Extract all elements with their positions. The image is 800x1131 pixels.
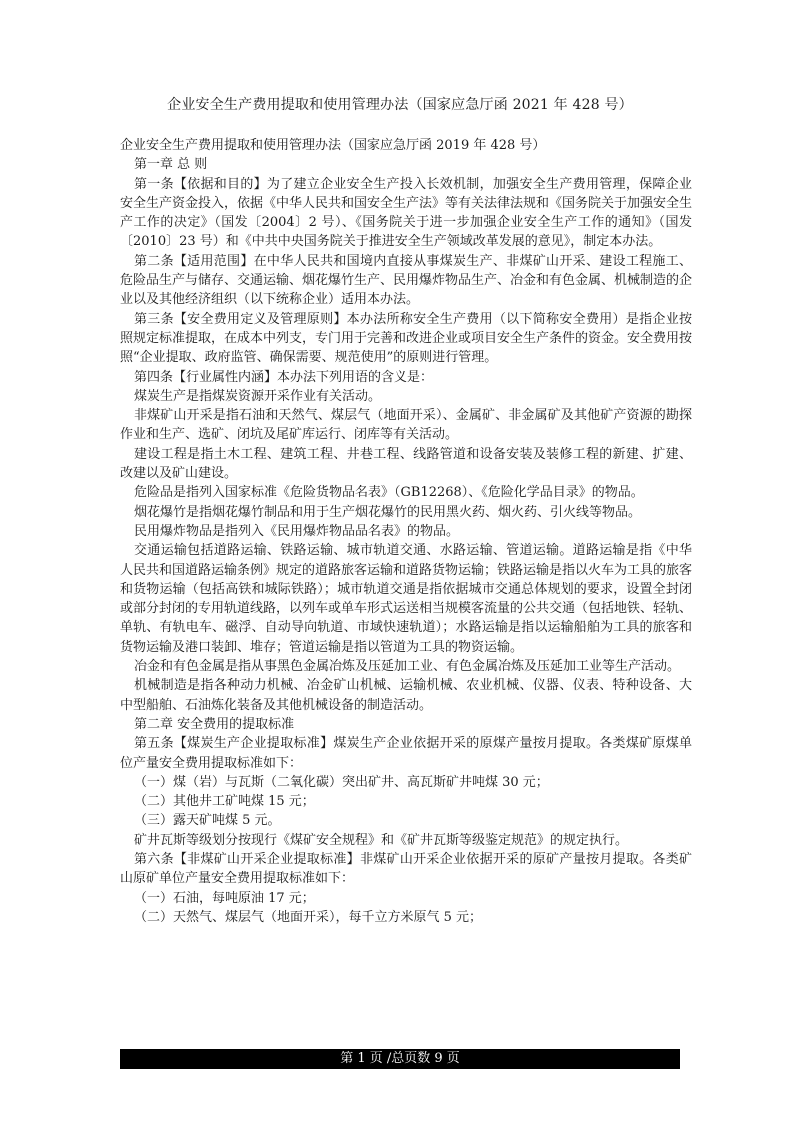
article-paragraph: 第四条【行业属性内涵】本办法下列用语的含义是：	[134, 369, 434, 385]
article-paragraph: 第三条【安全费用定义及管理原则】本办法所称安全生产费用（以下简称安全费用）是指企业按照规定标准提取，在成本中列支，专门用于完善和改进企业或项目安全生产条件的资金。安全费用按照“企业提取、政府监管、确保需要、规范使用”的原则进行管理。	[120, 311, 693, 366]
body-paragraph: 煤炭生产是指煤炭资源开采作业有关活动。	[134, 388, 382, 404]
body-paragraph: 交通运输包括道路运输、铁路运输、城市轨道交通、水路运输、管道运输。道路运输是指《中华人民共和国道路运输条例》规定的道路旅客运输和道路货物运输；铁路运输是指以火车为工具的旅客和货物运输（包括高铁和城际铁路）；城市轨道交通是指依据城市交通总体规划的要求，设置全封闭或部分封闭的专用轨道线路，以列车或单车形式运送相当规模客流量的公共交通（包括地铁、轻轨、单轨、有轨电车、磁浮、自动导向轨道、市域快速轨道）；水路运输是指以运输船舶为工具的旅客和货物运输及港口装卸、堆存；管道运输是指以管道为工具的物资运输。	[120, 543, 693, 655]
body-paragraph: 冶金和有色金属是指从事黑色金属冶炼及压延加工业、有色金属冶炼及压延加工业等生产活动。	[134, 659, 681, 675]
list-item: （一）石油，每吨原油 17 元；	[134, 890, 315, 906]
list-item: （二）其他井工矿吨煤 15 元；	[134, 794, 315, 810]
article-paragraph: 第六条【非煤矿山开采企业提取标准】非煤矿山开采企业依据开采的原矿产量按月提取。各类矿山原矿单位产量安全费用提取标准如下：	[120, 851, 692, 887]
list-item: （一）煤（岩）与瓦斯（二氧化碳）突出矿井、高瓦斯矿井吨煤 30 元；	[134, 774, 549, 790]
chapter-heading: 第二章 安全费用的提取标准	[134, 716, 295, 732]
body-paragraph: 非煤矿山开采是指石油和天然气、煤层气（地面开采）、金属矿、非金属矿及其他矿产资源的勘探作业和生产、选矿、闭坑及尾矿库运行、闭库等有关活动。	[120, 408, 692, 443]
article-paragraph: 第二条【适用范围】在中华人民共和国境内直接从事煤炭生产、非煤矿山开采、建设工程施工、危险品生产与储存、交通运输、烟花爆竹生产、民用爆炸物品生产、冶金和有色金属、机械制造的企业以及其他经济组织（以下统称企业）适用本办法。	[120, 253, 693, 308]
body-paragraph: 烟花爆竹是指烟花爆竹制品和用于生产烟花爆竹的民用黑火药、烟火药、引火线等物品。	[134, 504, 642, 520]
list-item: （三）露天矿吨煤 5 元。	[134, 813, 281, 829]
body-paragraph: 建设工程是指土木工程、建筑工程、井巷工程、线路管道和设备安装及装修工程的新建、扩建、改建以及矿山建设。	[120, 446, 692, 482]
chapter-heading: 第一章 总 则	[134, 157, 208, 173]
document-body	[120, 136, 692, 927]
body-paragraph: 民用爆炸物品是指列入《民用爆炸物品品名表》的物品。	[134, 523, 460, 539]
body-paragraph: 矿井瓦斯等级划分按现行《煤矿安全规程》和《矿井瓦斯等级鉴定规范》的规定执行。	[134, 832, 629, 848]
body-paragraph: 危险品是指列入国家标准《危险货物品名表》（GB12268）、《危险化学品目录》的物品。	[134, 485, 644, 501]
page-title: 企业安全生产费用提取和使用管理办法（国家应急厅函 2021 年 428 号）	[167, 97, 633, 113]
document-subtitle: 企业安全生产费用提取和使用管理办法（国家应急厅函 2019 年 428 号）	[120, 138, 546, 153]
page-footer: 第 1 页 /总页数 9 页	[120, 1049, 680, 1069]
article-paragraph: 第一条【依据和目的】为了建立企业安全生产投入长效机制，加强安全生产费用管理，保障企业安全生产资金投入，依据《中华人民共和国安全生产法》等有关法律法规和《国务院关于加强安全生产工作的决定》（国发〔2004〕2 号）、《国务院关于进一步加强企业安全生产工作的通知》（国发〔2010〕23 号）和《中共中央国务院关于推进安全生产领域改革发展的意见》，制定本办法。	[120, 176, 693, 250]
body-paragraph: 机械制造是指各种动力机械、冶金矿山机械、运输机械、农业机械、仪器、仪表、特种设备、大中型船舶、石油炼化装备及其他机械设备的制造活动。	[120, 678, 692, 713]
list-item: （二）天然气、煤层气（地面开采），每千立方米原气 5 元；	[134, 909, 483, 925]
article-paragraph: 第五条【煤炭生产企业提取标准】煤炭生产企业依据开采的原煤产量按月提取。各类煤矿原煤单位产量安全费用提取标准如下：	[120, 736, 692, 771]
